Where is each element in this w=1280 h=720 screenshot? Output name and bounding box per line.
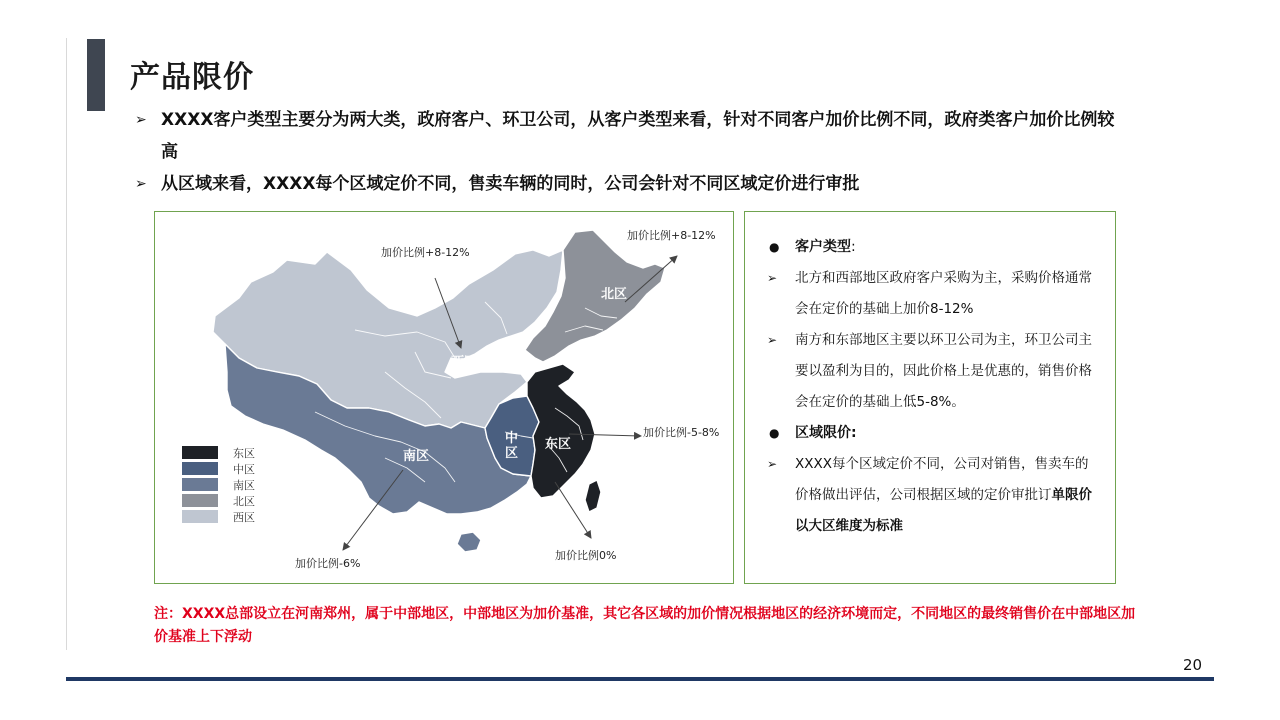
summary-bullet-text: XXXX客户类型主要分为两大类，政府客户、环卫公司，从客户类型来看，针对不同客户加价比例不同，政府类客户加价比例较高 [161,110,1115,162]
china-region-map [155,212,733,583]
arrow-bullet-icon: ➢ [135,112,147,128]
summary-bullets [135,104,1125,200]
legend-swatch-south [182,478,218,491]
callout-label-east: 加价比例-5-8% [643,426,720,439]
region-map-panel [154,211,734,584]
region-label-west: 西区 [451,355,478,370]
legend-swatch-central [182,462,218,475]
arrow-bullet-icon: ➢ [767,271,778,285]
heading-customer-type [767,232,1097,263]
arrow-bullet-icon: ➢ [135,176,147,192]
region-label-central: 中区 [505,431,519,461]
region-east-taiwan[interactable] [585,480,601,512]
dot-bullet-icon: ● [769,240,780,254]
heading-region-limit [767,418,1097,449]
callout-label-south: 加价比例-6% [295,557,361,570]
heading-region-limit-text: 区域限价: [795,425,857,441]
legend-swatch-north [182,494,218,507]
summary-bullet-text: 从区域来看，XXXX每个区域定价不同，售卖车辆的同时，公司会针对不同区域定价进行审批 [161,174,860,194]
legend-label-north: 北区 [233,495,255,508]
info-point-bold-text: 单限价以大区维度为标准 [795,487,1092,534]
callout-arrow-central [555,482,591,538]
info-panel [744,211,1116,584]
info-point-text: 北方和西部地区政府客户采购为主，采购价格通常会在定价的基础上加价8-12% [795,270,1092,317]
heading-customer-type-text: 客户类型 [795,239,851,255]
info-point-region [767,449,1097,542]
heading-suffix: : [851,239,856,255]
callout-label-central: 加价比例0% [555,549,617,562]
page-number: 20 [1183,656,1203,674]
arrow-bullet-icon: ➢ [767,457,778,471]
info-point-north-west [767,263,1097,325]
region-south-hainan[interactable] [457,532,481,552]
region-label-east: 东区 [545,437,572,452]
dot-bullet-icon: ● [769,426,780,440]
arrow-bullet-icon: ➢ [767,333,778,347]
left-margin-line [66,38,67,650]
page-title: 产品限价 [130,60,254,95]
legend-label-south: 南区 [233,479,255,492]
info-point-text: 南方和东部地区主要以环卫公司为主，环卫公司主要以盈利为目的，因此价格上是优惠的，销售价格会在定价的基础上低5-8%。 [795,332,1092,410]
footer-rule [66,677,1214,681]
map-legend [182,446,255,524]
legend-label-east: 东区 [233,447,255,460]
info-point-text: XXXX每个区域定价不同，公司对销售，售卖车的价格做出评估，公司根据区域的定价审批订 [795,456,1089,503]
title-accent-bar [87,39,105,111]
legend-label-central: 中区 [233,463,255,476]
legend-swatch-west [182,510,218,523]
footnote: 注：XXXX总部设立在河南郑州，属于中部地区，中部地区为加价基准，其它各区域的加价情况根据地区的经济环境而定，不同地区的最终销售价在中部地区加价基准上下浮动 [154,606,1136,645]
callout-label-west: 加价比例+8-12% [381,246,470,259]
callout-label-north: 加价比例+8-12% [627,229,716,242]
legend-label-west: 西区 [233,511,255,524]
region-label-north: 北区 [601,287,628,302]
legend-swatch-east [182,446,218,459]
region-east[interactable] [527,364,595,498]
summary-bullet-1 [135,104,1125,168]
summary-bullet-2 [135,168,1125,200]
info-point-south-east [767,325,1097,418]
region-label-south: 南区 [403,449,430,464]
